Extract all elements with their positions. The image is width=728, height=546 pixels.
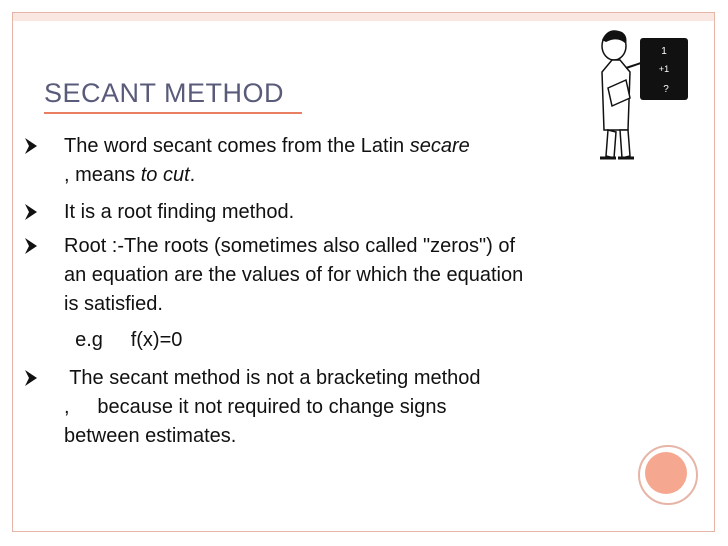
bullet-3-line-3: is satisfied. bbox=[64, 293, 163, 315]
title-underline bbox=[44, 112, 302, 114]
bullet-1-text-2: , means bbox=[64, 164, 141, 186]
bullet-3-line-2: an equation are the values of for which the equation bbox=[64, 264, 524, 286]
bullet-1-line-1 bbox=[64, 133, 470, 160]
bullet-3-line-1: Root :-The roots (sometimes also called "zeros") of bbox=[64, 235, 516, 257]
corner-circle-ornament bbox=[638, 445, 698, 505]
arrow-bullet-icon bbox=[24, 369, 38, 387]
bullet-1-emphasis: secare bbox=[409, 135, 470, 157]
slide-title: SECANT METHOD bbox=[44, 78, 285, 108]
bullet-1-line-2 bbox=[64, 162, 195, 189]
arrow-bullet-icon bbox=[24, 237, 38, 255]
bullet-4-line-1: The secant method is not a bracketing method bbox=[64, 367, 481, 389]
bullet-1-text: The word secant comes from the Latin bbox=[64, 135, 410, 157]
bullet-4-line-3: between estimates. bbox=[64, 425, 237, 447]
arrow-bullet-icon bbox=[24, 203, 38, 221]
bullet-1-emphasis-2: to cut bbox=[140, 164, 190, 186]
board-glyph-1: 1 bbox=[661, 46, 667, 57]
bullet-2-line-1: It is a root finding method. bbox=[64, 201, 295, 223]
teacher-clipart bbox=[588, 18, 692, 168]
bullet-4-line-2: , because it not required to change signs bbox=[64, 396, 447, 418]
board-glyph-3: ? bbox=[663, 84, 669, 95]
board-glyph-2: +1 bbox=[658, 64, 670, 74]
bullet-3-example: e.g f(x)=0 bbox=[64, 329, 183, 351]
bullet-1-period: . bbox=[189, 164, 196, 186]
arrow-bullet-icon bbox=[24, 137, 38, 155]
